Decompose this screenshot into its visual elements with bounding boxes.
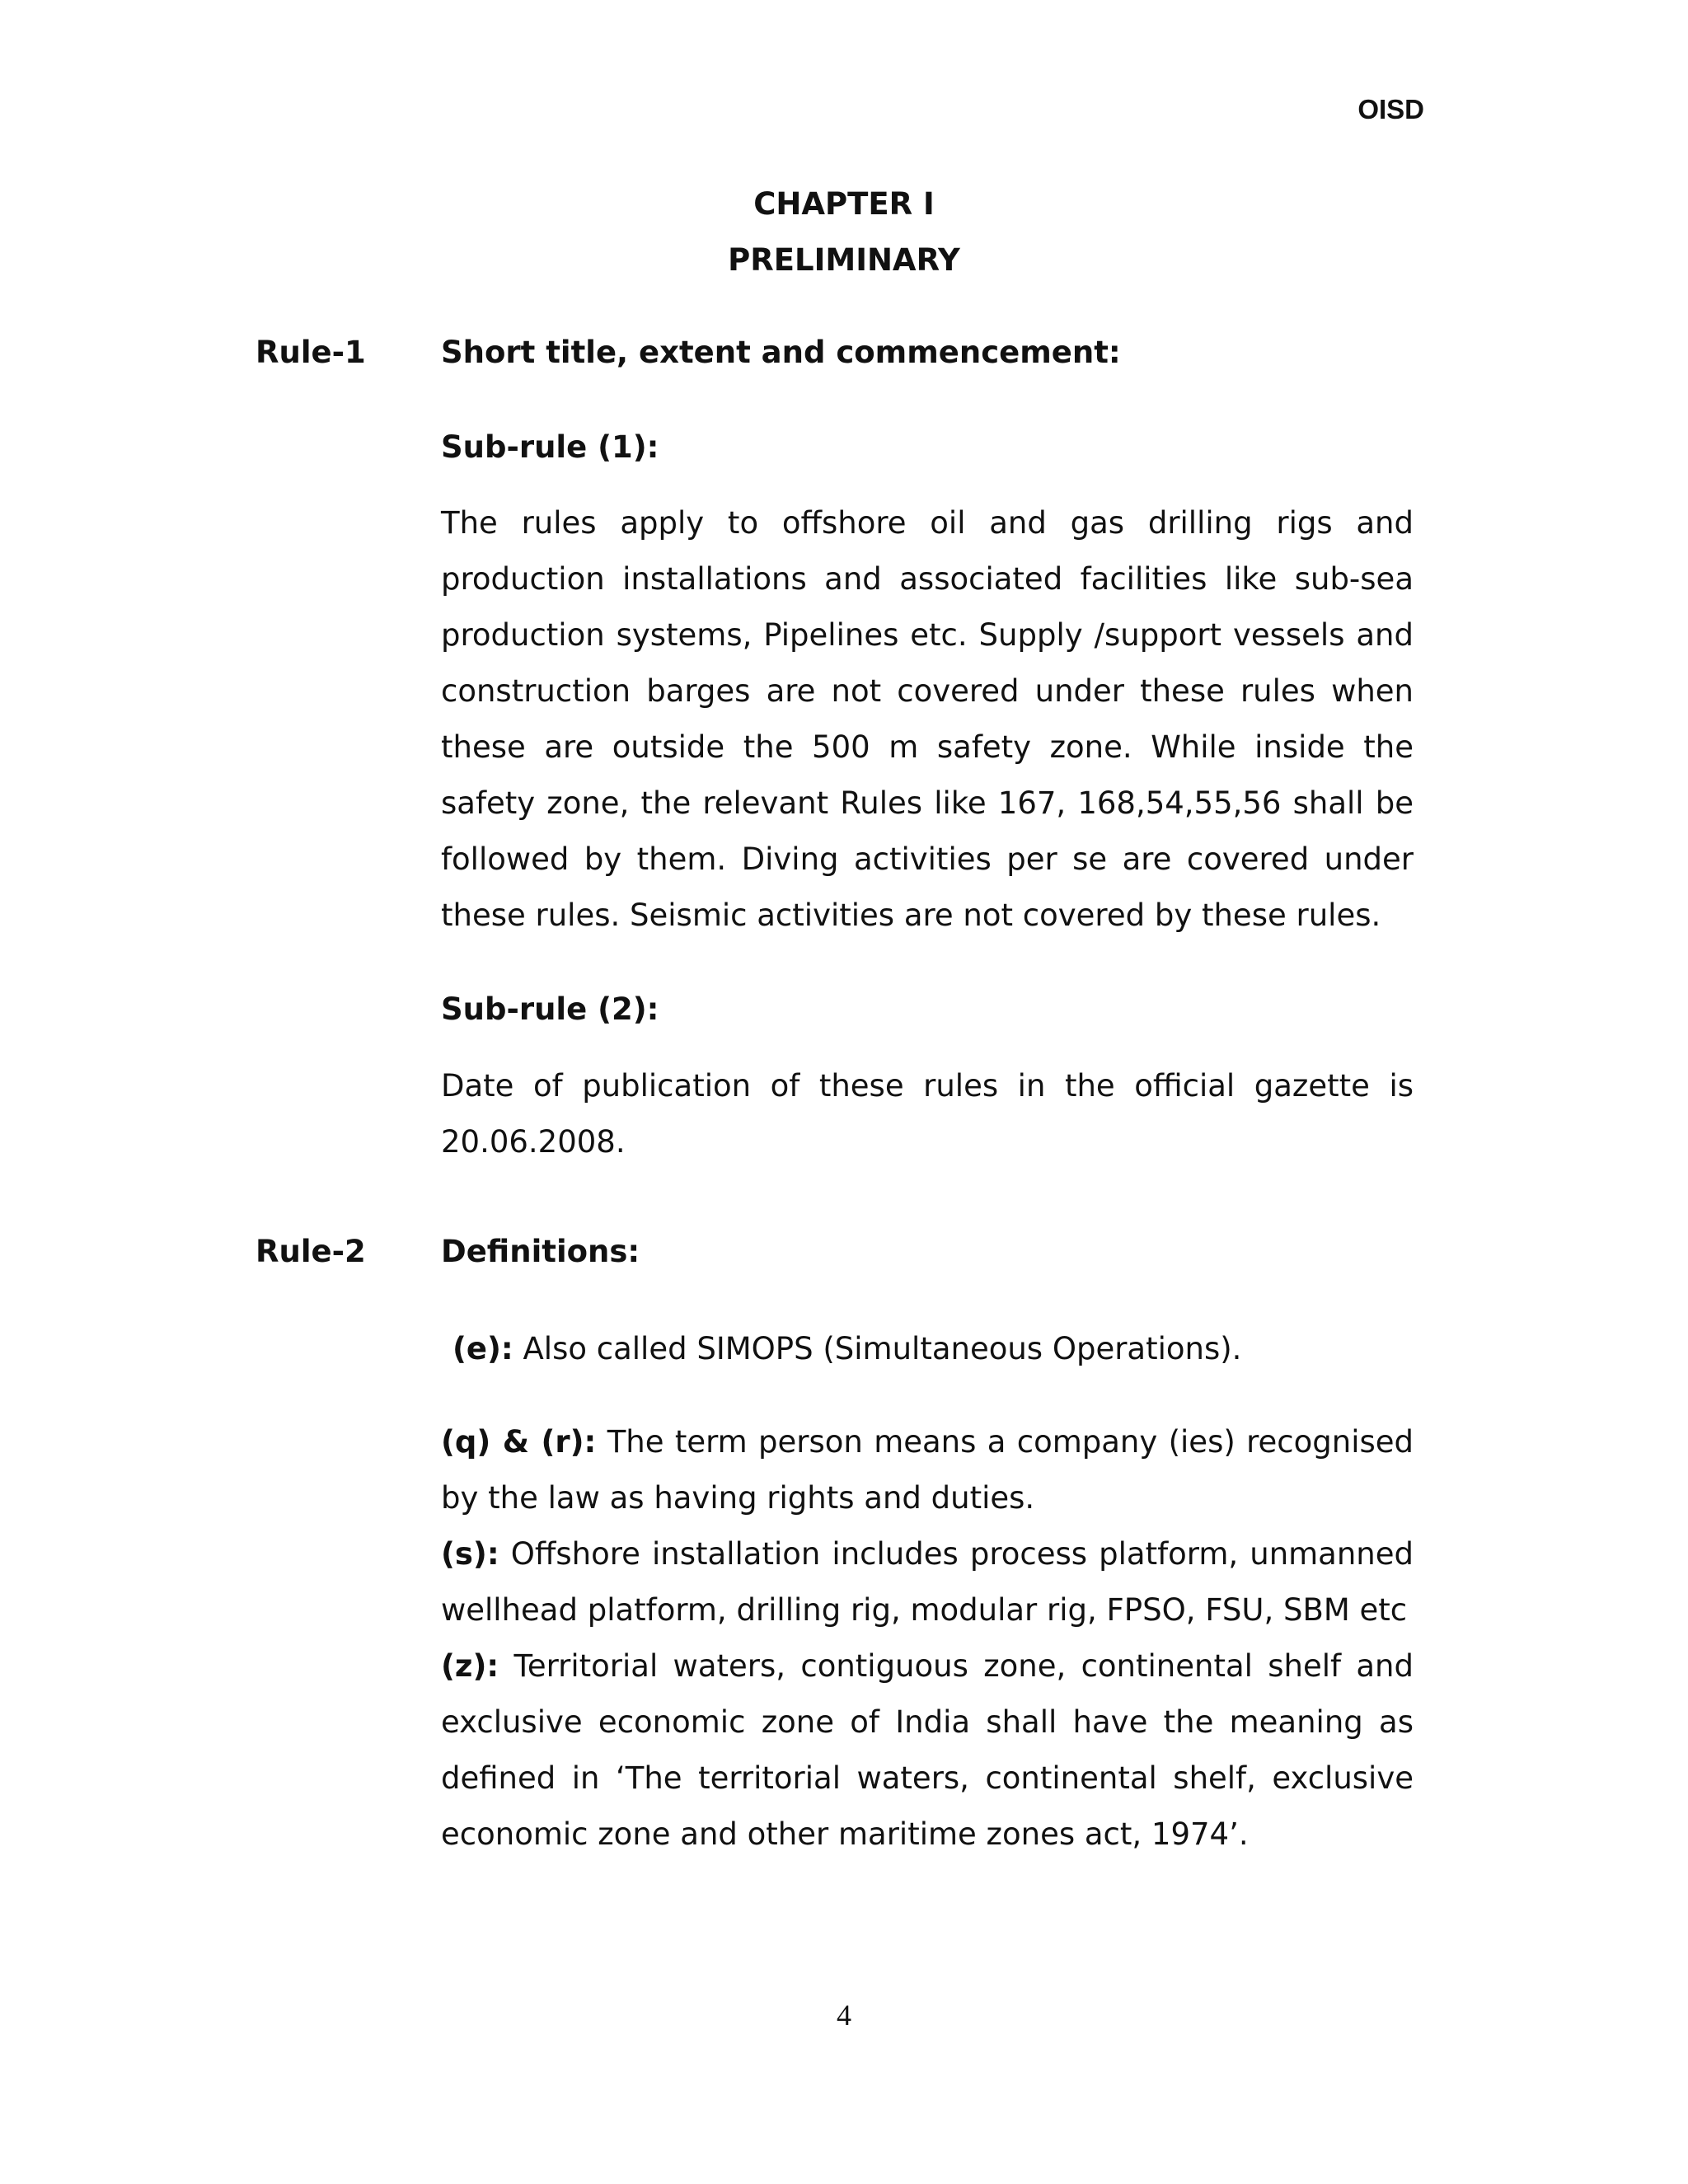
definition-item [441, 1638, 1414, 1863]
subrule-1-text: The rules apply to offshore oil and gas drilling rigs and production installations and associated facilities like sub-sea production systems, Pipelines etc. Supply /support vessels and construction barges are not covered under these rules when these are outside the 500 m safety zone. While inside the safety zone, the relevant Rules like 167, 168,54,55,56 shall be followed by them. Diving activities per se are covered under these rules. Seismic activities are not covered by these rules. [441, 505, 1414, 933]
definition-text: Offshore installation includes process platform, unmanned wellhead platform, drilling rig, modular rig, FPSO, FSU, SBM etc [441, 1536, 1414, 1628]
rule-2-title: Definitions: [441, 1234, 640, 1269]
subrule-2-text: Date of publication of these rules in the official gazette is 20.06.2008. [441, 1068, 1414, 1160]
rule-1-label: Rule-1 [256, 335, 366, 370]
definition-text: Also called SIMOPS (Simultaneous Operations). [523, 1331, 1242, 1366]
page-number: 4 [837, 1999, 851, 2032]
subrule-2-heading: Sub-rule (2): [441, 991, 659, 1027]
definitions-list [441, 1414, 1414, 1863]
definition-item [441, 1414, 1414, 1526]
rule-2-label: Rule-2 [256, 1234, 366, 1269]
definition-term: (e): [452, 1331, 513, 1366]
chapter-title: PRELIMINARY [728, 242, 960, 278]
rule-1-title: Short title, extent and commencement: [441, 335, 1121, 370]
definition-text: The term person means a company (ies) recognised by the law as having rights and duties. [441, 1424, 1414, 1516]
definition-item [441, 1321, 1414, 1377]
definition-term: (q) & (r): [441, 1424, 597, 1460]
definition-term: (z): [441, 1648, 499, 1684]
definition-item [441, 1526, 1414, 1638]
header-tag: OISD [1357, 94, 1424, 124]
subrule-1-heading: Sub-rule (1): [441, 429, 659, 465]
definition-text: Territorial waters, contiguous zone, continental shelf and exclusive economic zone of India shall have the meaning as defined in ‘The territorial waters, continental shelf, exclusive economic zone and other maritime zones act, 1974’. [441, 1648, 1414, 1852]
chapter-number: CHAPTER I [753, 186, 935, 222]
definition-term: (s): [441, 1536, 499, 1572]
